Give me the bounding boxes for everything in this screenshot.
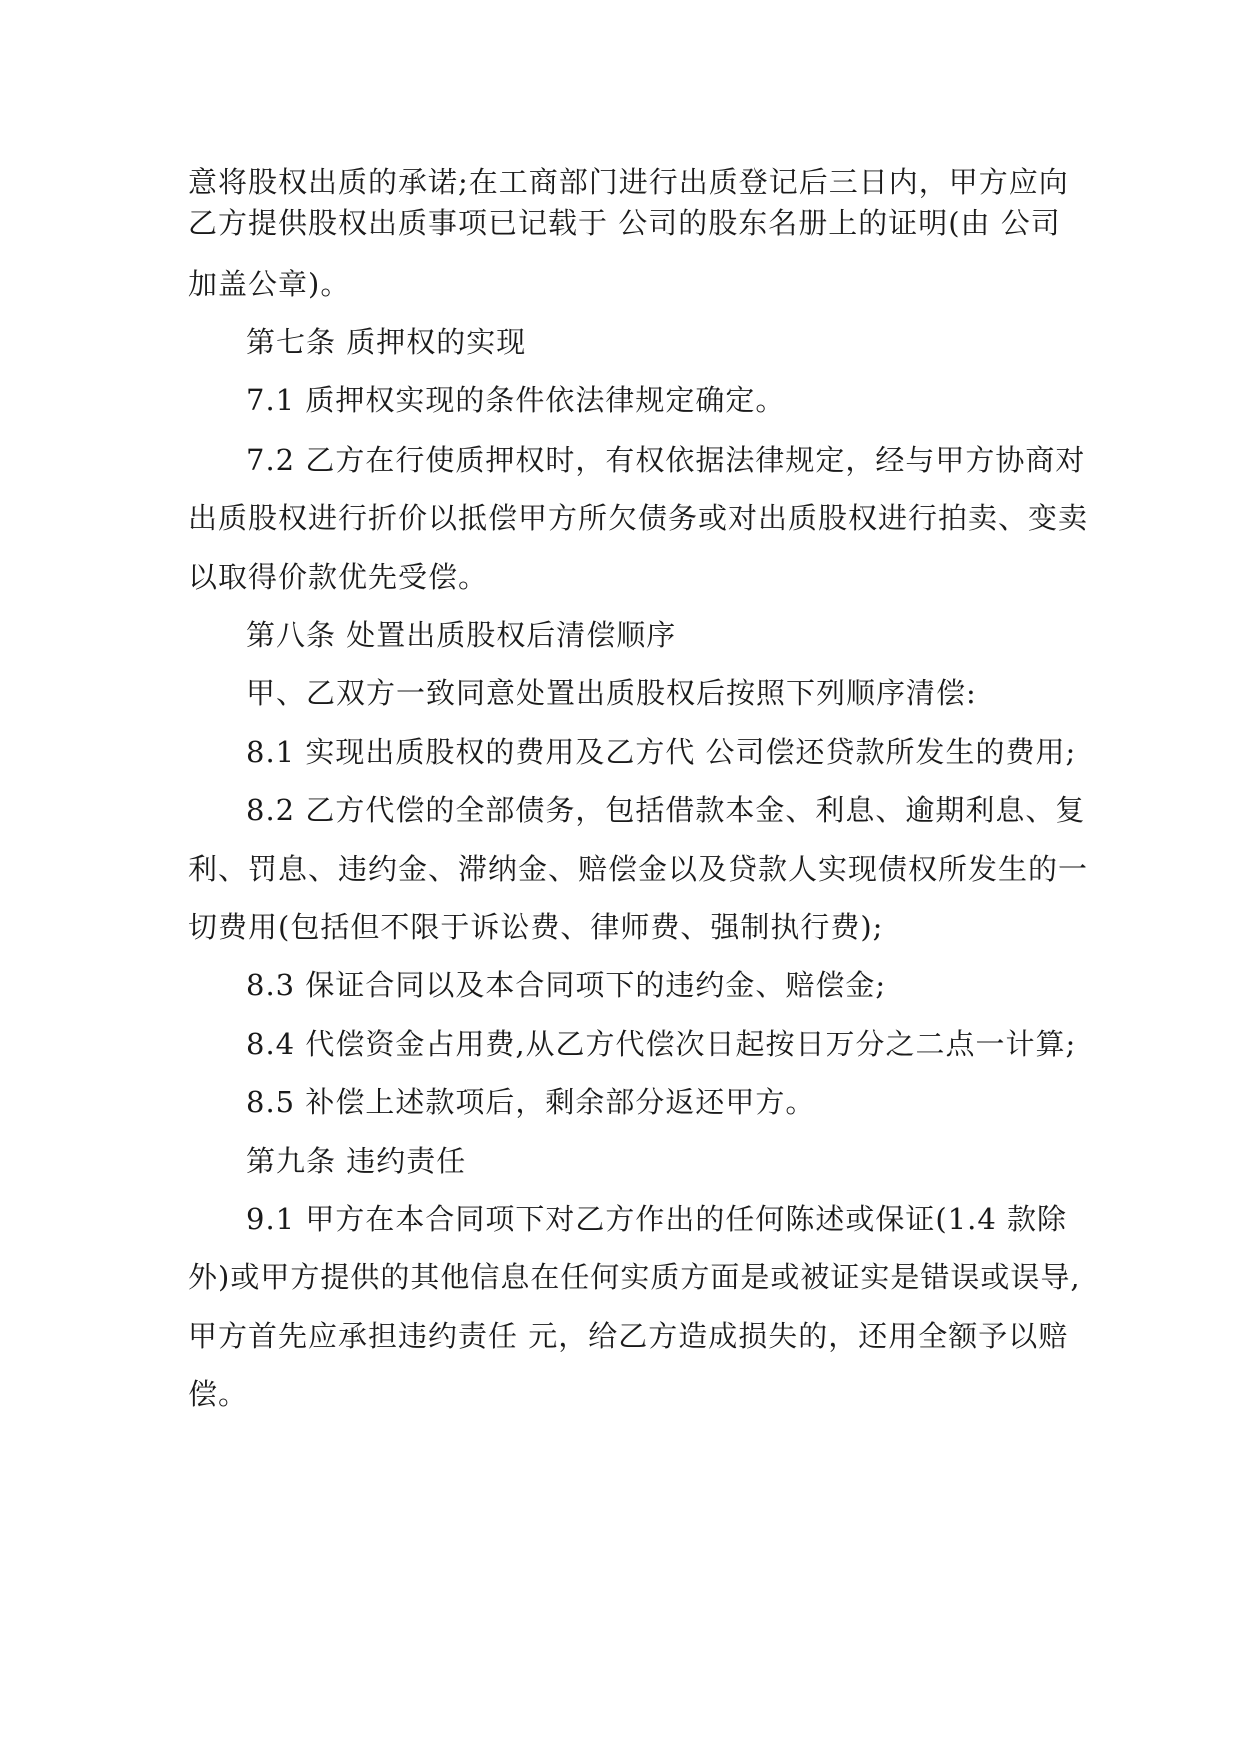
paragraph-line: 8.5 补偿上述款项后，剩余部分返还甲方。 — [246, 1085, 816, 1119]
paragraph-line: 甲、乙双方一致同意处置出质股权后按照下列顺序清偿: — [246, 676, 977, 710]
section-heading: 第七条 质押权的实现 — [246, 325, 527, 359]
section-heading: 第八条 处置出质股权后清偿顺序 — [246, 618, 677, 652]
paragraph-line: 8.3 保证合同以及本合同项下的违约金、赔偿金; — [246, 968, 887, 1002]
paragraph-line: 意将股权出质的承诺;在工商部门进行出质登记后三日内，甲方应向 — [188, 165, 1069, 199]
section-heading: 第九条 违约责任 — [246, 1144, 467, 1178]
paragraph-line: 8.1 实现出质股权的费用及乙方代 公司偿还贷款所发生的费用; — [246, 735, 1077, 769]
paragraph-line: 以取得价款优先受偿。 — [188, 560, 489, 594]
paragraph-line: 利、罚息、违约金、滞纳金、赔偿金以及贷款人实现债权所发生的一 — [188, 852, 1089, 886]
paragraph-line: 9.1 甲方在本合同项下对乙方作出的任何陈述或保证(1.4 款除 — [246, 1202, 1067, 1236]
paragraph-line: 7.1 质押权实现的条件依法律规定确定。 — [246, 383, 786, 417]
paragraph-line: 偿。 — [188, 1377, 249, 1411]
paragraph-line: 7.2 乙方在行使质押权时，有权依据法律规定，经与甲方协商对 — [246, 443, 1086, 477]
paragraph-line: 加盖公章)。 — [188, 267, 351, 301]
paragraph-line: 8.2 乙方代偿的全部债务，包括借款本金、利息、逾期利息、复 — [246, 793, 1086, 827]
paragraph-line: 乙方提供股权出质事项已记载于 公司的股东名册上的证明(由 公司 — [188, 206, 1061, 240]
paragraph-line: 8.4 代偿资金占用费,从乙方代偿次日起按日万分之二点一计算; — [246, 1027, 1077, 1061]
paragraph-line: 切费用(包括但不限于诉讼费、律师费、强制执行费); — [188, 910, 884, 944]
paragraph-line: 出质股权进行折价以抵偿甲方所欠债务或对出质股权进行拍卖、变卖 — [188, 501, 1089, 535]
paragraph-line: 甲方首先应承担违约责任 元，给乙方造成损失的，还用全额予以赔 — [188, 1319, 1069, 1353]
paragraph-line: 外)或甲方提供的其他信息在任何实质方面是或被证实是错误或误导, — [188, 1260, 1081, 1294]
